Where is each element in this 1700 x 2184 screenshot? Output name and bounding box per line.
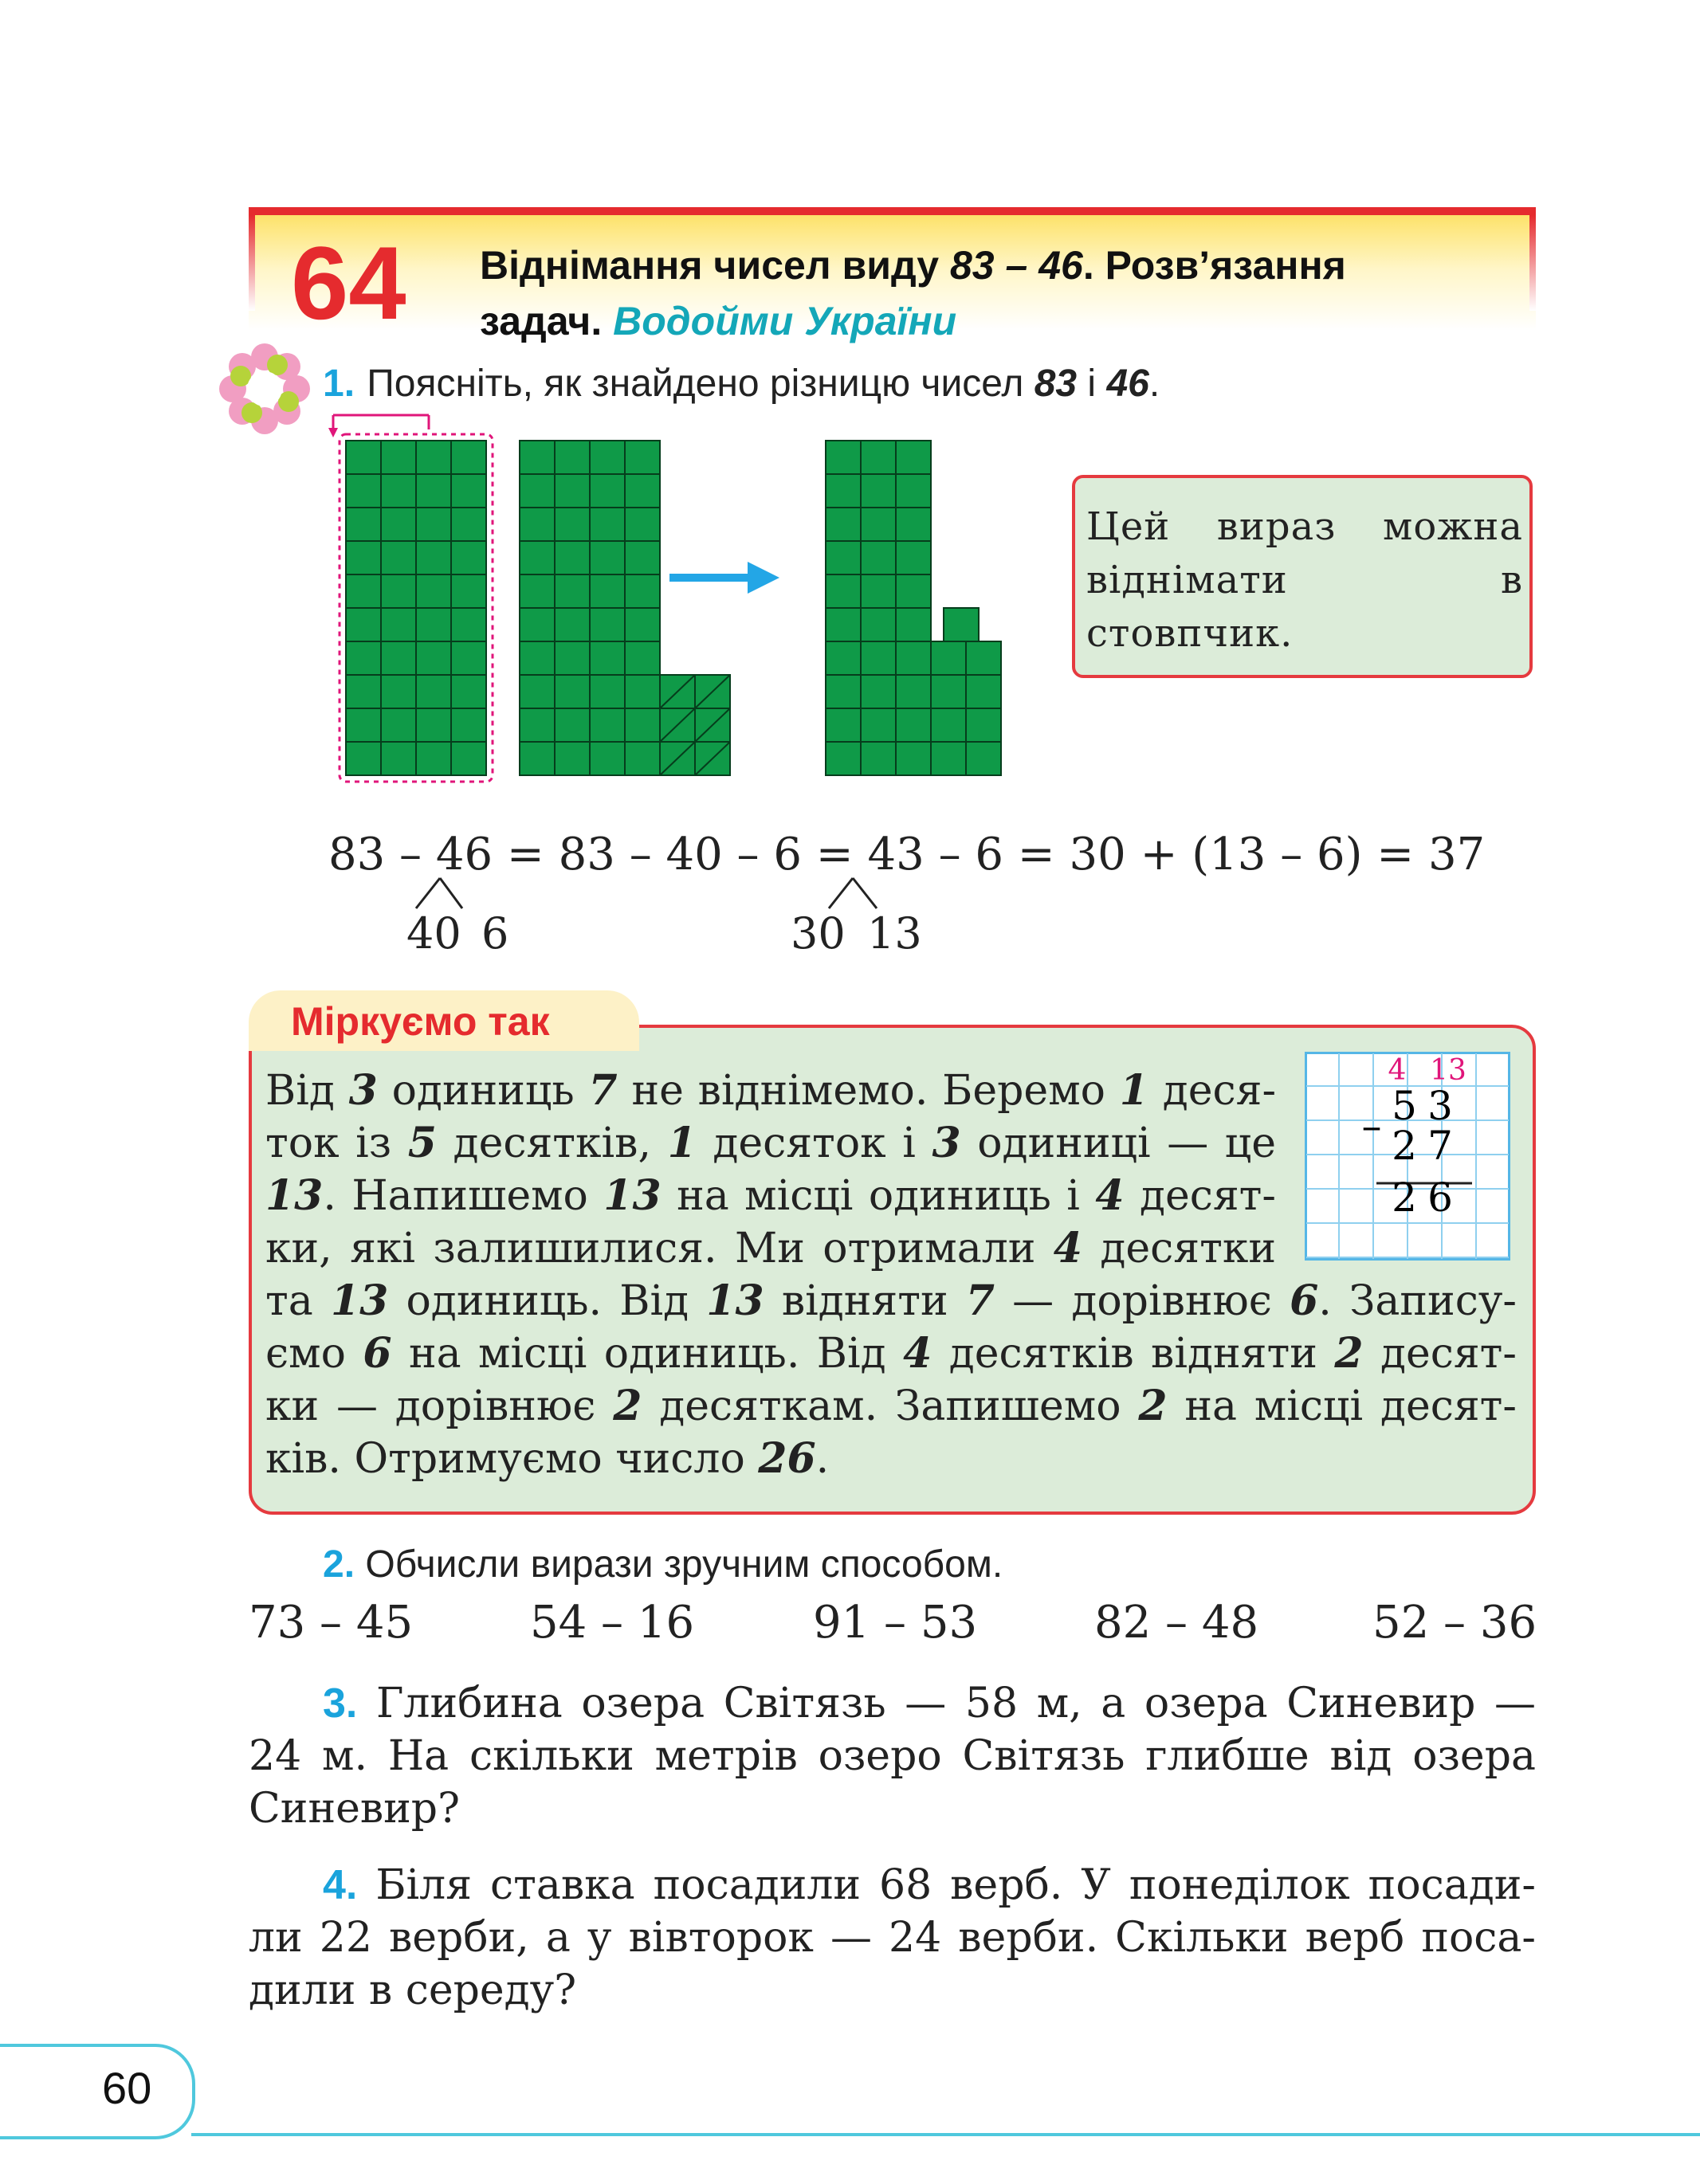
blocks-group [328, 415, 1001, 782]
ten-rod-cell [590, 742, 625, 775]
taken-ten-rod-cell [416, 474, 451, 508]
exercise2-task [323, 1542, 1003, 1586]
taken-ten-rod-cell [416, 641, 451, 675]
result-ten-rod-cell [861, 708, 896, 742]
reasoning-text-segment: десятків відняти [932, 1330, 1335, 1378]
taken-ten-rod-cell [451, 675, 486, 708]
reasoning-text-segment: одиниць. Від [388, 1277, 707, 1325]
result-ten-rod-cell [861, 441, 896, 474]
subtrahend-units: 7 [1427, 1123, 1453, 1169]
ten-rod-cell [590, 574, 625, 608]
split2-a: 30 [791, 908, 846, 959]
ten-rod-cell [625, 708, 660, 742]
expression-1: 73 – 45 [249, 1597, 414, 1649]
reasoning-text-segment: десяткам. Запишемо [642, 1382, 1139, 1430]
reasoning-text-segment: ків. Отримуємо число [265, 1435, 759, 1483]
result-ten-rod-cell [896, 608, 931, 641]
split1-left-line [416, 878, 440, 908]
reasoning-text-segment: . Запису- [1318, 1277, 1517, 1325]
reasoning-text-segment: одиниці — це [960, 1119, 1277, 1167]
ten-rod-cell [590, 608, 625, 641]
carry-tens: 4 [1388, 1054, 1407, 1087]
footer-line [191, 2133, 1700, 2136]
result-ten-rod-cell [826, 574, 861, 608]
carry-units: 13 [1430, 1054, 1466, 1087]
minus-sign: – [1361, 1103, 1382, 1149]
exercise1-end: . [1148, 363, 1160, 405]
result-ten-rod-cell [896, 708, 931, 742]
result-unit-cube [944, 608, 979, 641]
result-ten-rod-cell [896, 508, 931, 541]
result-unit-cube [931, 641, 966, 675]
taken-ten-rod-cell [416, 508, 451, 541]
reasoning-text-segment: десятків, [436, 1119, 668, 1167]
reasoning-number: 4 [903, 1329, 932, 1378]
exercise4-line-1: Біля ставка посадили 68 верб. У понеділок посади- [357, 1861, 1536, 1909]
taken-ten-rod-cell [451, 708, 486, 742]
result-ten-rod-cell [861, 474, 896, 508]
ten-rod-cell [520, 474, 555, 508]
reasoning-text-segment: Від [265, 1067, 349, 1115]
reasoning-number: 13 [265, 1171, 324, 1220]
reasoning-number: 1 [667, 1119, 697, 1167]
exercise3-line-2: 24 м. На скільки метрів озеро Світязь глибше від озера [249, 1732, 1536, 1780]
result-ten-rod-cell [826, 708, 861, 742]
reasoning-text-segment: . Напишемо [323, 1172, 604, 1220]
expression-5: 52 – 36 [1372, 1597, 1537, 1649]
ten-rod-cell [625, 742, 660, 775]
taken-ten-rod-cell [416, 675, 451, 708]
taken-ten-rod-cell [381, 508, 416, 541]
taken-ten-rod-cell [381, 474, 416, 508]
result-ten-rod-cell [826, 474, 861, 508]
reasoning-number: 1 [1119, 1066, 1148, 1115]
result-ten-rod-cell [896, 441, 931, 474]
reasoning-text-segment: не віднімемо. Беремо [617, 1067, 1120, 1115]
title-part2: . Розв’язання [1082, 243, 1346, 288]
ten-rod-cell [625, 675, 660, 708]
reasoning-number: 5 [407, 1119, 437, 1167]
lesson-title [480, 237, 1532, 349]
ten-rod-cell [555, 541, 590, 574]
base-ten-blocks-diagram [325, 402, 1011, 801]
result-ten-rod-cell [896, 541, 931, 574]
exercise2-text: Обчисли вирази зручним способом. [355, 1543, 1003, 1586]
reasoning-line-1 [265, 1065, 1276, 1117]
reasoning-text-segment: ємо [265, 1330, 363, 1378]
exercise1-conj: і [1077, 363, 1107, 405]
result-unit-cube [966, 742, 1001, 775]
taken-ten-rod-cell [451, 541, 486, 574]
page-number-tab [0, 2044, 195, 2139]
taken-ten-rod-cell [346, 742, 381, 775]
reasoning-text-segment: на місці десят- [1167, 1382, 1517, 1430]
exercise4-text [249, 1859, 1536, 2017]
taken-ten-rod-cell [451, 474, 486, 508]
reasoning-number: 13 [706, 1276, 764, 1325]
ten-rod-cell [625, 474, 660, 508]
taken-ten-rod-cell [451, 608, 486, 641]
ten-rod-cell [520, 742, 555, 775]
reasoning-text-segment: ки — дорівнює [265, 1382, 614, 1430]
result-ten-rod-cell [826, 608, 861, 641]
ten-rod-cell [555, 708, 590, 742]
expression-2: 54 – 16 [530, 1597, 695, 1649]
result-ten-rod-cell [861, 641, 896, 675]
exercise4-number: 4. [323, 1862, 358, 1908]
split1-b: 6 [481, 908, 509, 959]
taken-ten-rod-cell [381, 541, 416, 574]
reasoning-text-segment: десят- [1124, 1172, 1277, 1220]
ten-rod-cell [590, 541, 625, 574]
taken-ten-rod-cell [346, 474, 381, 508]
title-expr: 83 – 46 [950, 243, 1083, 288]
reasoning-number: 26 [758, 1434, 816, 1483]
result-tens: 2 [1392, 1174, 1417, 1221]
exercise1-number: 1. [323, 363, 355, 405]
expression-4: 82 – 48 [1094, 1597, 1259, 1649]
result-ten-rod-cell [861, 574, 896, 608]
taken-ten-rod-cell [346, 441, 381, 474]
ten-rod-cell [590, 474, 625, 508]
ten-rod-cell [555, 441, 590, 474]
exercise4-line-3: дили в середу? [249, 1966, 577, 2014]
result-ten-rod-cell [861, 541, 896, 574]
reasoning-number: 4 [1095, 1171, 1125, 1220]
ten-rod-cell [590, 641, 625, 675]
bracket-arrowhead [328, 428, 338, 437]
ten-rod-cell [520, 508, 555, 541]
reasoning-number: 13 [330, 1276, 389, 1325]
ten-rod-cell [590, 508, 625, 541]
reasoning-text-segment: ток із [265, 1119, 408, 1167]
ten-rod-cell [625, 441, 660, 474]
result-unit-cube [966, 708, 1001, 742]
ten-rod-cell [625, 508, 660, 541]
reasoning-number: 2 [613, 1382, 642, 1430]
reasoning-text-segment: десятки [1082, 1225, 1276, 1272]
taken-ten-rod-cell [416, 574, 451, 608]
taken-ten-rod-cell [381, 641, 416, 675]
reasoning-line-6 [265, 1327, 1517, 1380]
taken-ten-rod-cell [416, 608, 451, 641]
reasoning-line-7 [265, 1380, 1517, 1433]
ten-rod-cell [625, 574, 660, 608]
title-part3: задач. [480, 299, 614, 343]
ten-rod-cell [520, 608, 555, 641]
exercise3-text [249, 1677, 1536, 1835]
reasoning-line-4 [265, 1222, 1276, 1275]
result-ten-rod-cell [861, 675, 896, 708]
title-topic: Водойми України [613, 299, 957, 343]
ten-rod-cell [555, 508, 590, 541]
result-unit-cube [931, 742, 966, 775]
taken-ten-rod-cell [416, 742, 451, 775]
reasoning-line-5 [265, 1275, 1517, 1327]
ten-rod-cell [520, 675, 555, 708]
taken-ten-rod-cell [381, 708, 416, 742]
taken-ten-rod-cell [346, 508, 381, 541]
result-ten-rod-cell [896, 742, 931, 775]
reasoning-text-segment: десят- [1363, 1330, 1517, 1378]
reasoning-text-segment: ки, які залишилися. Ми отримали [265, 1225, 1054, 1272]
taken-ten-rod-cell [346, 675, 381, 708]
exercise1-num-b: 46 [1106, 363, 1149, 405]
flower-icon [217, 341, 312, 437]
ten-rod-cell [555, 742, 590, 775]
reasoning-text-segment: . [815, 1435, 830, 1483]
reasoning-text-segment: на місці одиниць. Від [391, 1330, 904, 1378]
taken-ten-rod-cell [381, 742, 416, 775]
result-ten-rod-cell [861, 508, 896, 541]
result-ten-rod-cell [896, 474, 931, 508]
exercise1-num-a: 83 [1034, 363, 1078, 405]
ten-rod-cell [520, 708, 555, 742]
reasoning-line-2 [265, 1117, 1276, 1170]
ten-rod-cell [555, 608, 590, 641]
exercise2-number: 2. [323, 1543, 355, 1586]
right-arrow-icon [669, 562, 779, 594]
reasoning-text-segment: на місці одиниць і [661, 1172, 1096, 1220]
ten-rod-cell [625, 641, 660, 675]
lesson-number: 64 [291, 225, 406, 341]
ten-rod-cell [555, 641, 590, 675]
taken-ten-rod-cell [346, 608, 381, 641]
reasoning-text-segment: та [265, 1277, 331, 1325]
reasoning-text-segment: десяток і [696, 1119, 932, 1167]
split1-right-line [440, 878, 462, 908]
result-unit-cube [931, 675, 966, 708]
title-part1: Віднімання чисел виду [480, 243, 950, 288]
taken-ten-rod-cell [416, 441, 451, 474]
ten-rod-cell [555, 474, 590, 508]
taken-ten-rod-cell [346, 708, 381, 742]
exercise4-line-2: ли 22 верби, а у вівторок — 24 верби. Скільки верб поса- [249, 1914, 1536, 1962]
ten-rod-cell [555, 574, 590, 608]
expression-3: 91 – 53 [813, 1597, 978, 1649]
exercise3-line-1: Глибина озера Світязь — 58 м, а озера Синевир — [357, 1680, 1536, 1727]
ten-rod-cell [590, 708, 625, 742]
taken-ten-rod-cell [381, 608, 416, 641]
split2-b: 13 [867, 908, 922, 959]
taken-ten-rod-cell [451, 508, 486, 541]
reasoning-text-segment: одиниць [377, 1067, 589, 1115]
decomposition-equation: 83 – 46 = 83 – 40 – 6 = 43 – 6 = 30 + (13 – 6) = 37 [328, 829, 1486, 880]
result-ten-rod-cell [896, 675, 931, 708]
reasoning-text-segment: відняти [764, 1277, 966, 1325]
ten-rod-cell [625, 608, 660, 641]
reasoning-number: 4 [1053, 1224, 1082, 1272]
exercise3-line-3: Синевир? [249, 1785, 460, 1833]
reasoning-line-8 [265, 1433, 1517, 1485]
reasoning-line-3 [265, 1170, 1276, 1222]
split1-a: 40 [406, 908, 461, 959]
taken-ten-rod-cell [381, 675, 416, 708]
result-units: 6 [1427, 1174, 1453, 1221]
result-ten-rod-cell [826, 508, 861, 541]
result-ten-rod-cell [826, 742, 861, 775]
info-box [1072, 475, 1533, 678]
exercise1-text: Поясніть, як знайдено різницю чисел [367, 363, 1035, 405]
taken-ten-rod-cell [416, 541, 451, 574]
subtrahend-tens: 2 [1392, 1123, 1417, 1169]
result-unit-cube [966, 675, 1001, 708]
reasoning-number: 7 [965, 1276, 995, 1325]
ten-rod-cell [520, 541, 555, 574]
taken-ten-rod-cell [451, 641, 486, 675]
ten-rod-cell [590, 441, 625, 474]
minuend-tens: 5 [1392, 1083, 1417, 1129]
reasoning-number: 3 [348, 1066, 378, 1115]
result-ten-rod-cell [826, 541, 861, 574]
result-ten-rod-cell [896, 641, 931, 675]
ten-rod-cell [555, 675, 590, 708]
header-left-accent [249, 215, 255, 311]
reasoning-number: 13 [603, 1171, 662, 1220]
ten-rod-cell [520, 441, 555, 474]
reasoning-number: 3 [932, 1119, 961, 1167]
info-box-text: Цей вираз можна віднімати в стовпчик. [1086, 504, 1523, 656]
exercise1-task [323, 359, 1160, 409]
split2-left-line [829, 878, 853, 908]
result-ten-rod-cell [826, 675, 861, 708]
reasoning-text-segment: деся- [1148, 1067, 1277, 1115]
split2-right-line [853, 878, 877, 908]
ten-rod-cell [520, 574, 555, 608]
ten-rod-cell [520, 641, 555, 675]
result-unit-cube [966, 641, 1001, 675]
minuend-units: 3 [1427, 1083, 1453, 1129]
taken-ten-rod-cell [451, 441, 486, 474]
page-number: 60 [102, 2063, 152, 2113]
exercise3-number: 3. [323, 1680, 358, 1727]
reasoning-number: 2 [1334, 1329, 1364, 1378]
taken-ten-rod-cell [381, 574, 416, 608]
result-ten-rod-cell [861, 608, 896, 641]
column-subtraction-grid [1305, 1052, 1510, 1261]
reasoning-text-segment: — дорівнює [995, 1277, 1290, 1325]
result-ten-rod-cell [826, 441, 861, 474]
reasoning-number: 6 [363, 1329, 392, 1378]
taken-ten-rod-cell [416, 708, 451, 742]
result-ten-rod-cell [861, 742, 896, 775]
result-ten-rod-cell [826, 641, 861, 675]
taken-ten-rod-cell [381, 441, 416, 474]
reasoning-number: 2 [1138, 1382, 1168, 1430]
result-ten-rod-cell [896, 574, 931, 608]
reasoning-number: 6 [1290, 1276, 1319, 1325]
ten-rod-cell [625, 541, 660, 574]
reasoning-title: Міркуємо так [291, 999, 550, 1044]
taken-ten-rod-cell [451, 574, 486, 608]
ten-rod-cell [590, 675, 625, 708]
taken-ten-rod-cell [346, 641, 381, 675]
taken-ten-rod-cell [451, 742, 486, 775]
result-unit-cube [931, 708, 966, 742]
reasoning-number: 7 [588, 1066, 618, 1115]
taken-ten-rod-cell [346, 541, 381, 574]
taken-ten-rod-cell [346, 574, 381, 608]
